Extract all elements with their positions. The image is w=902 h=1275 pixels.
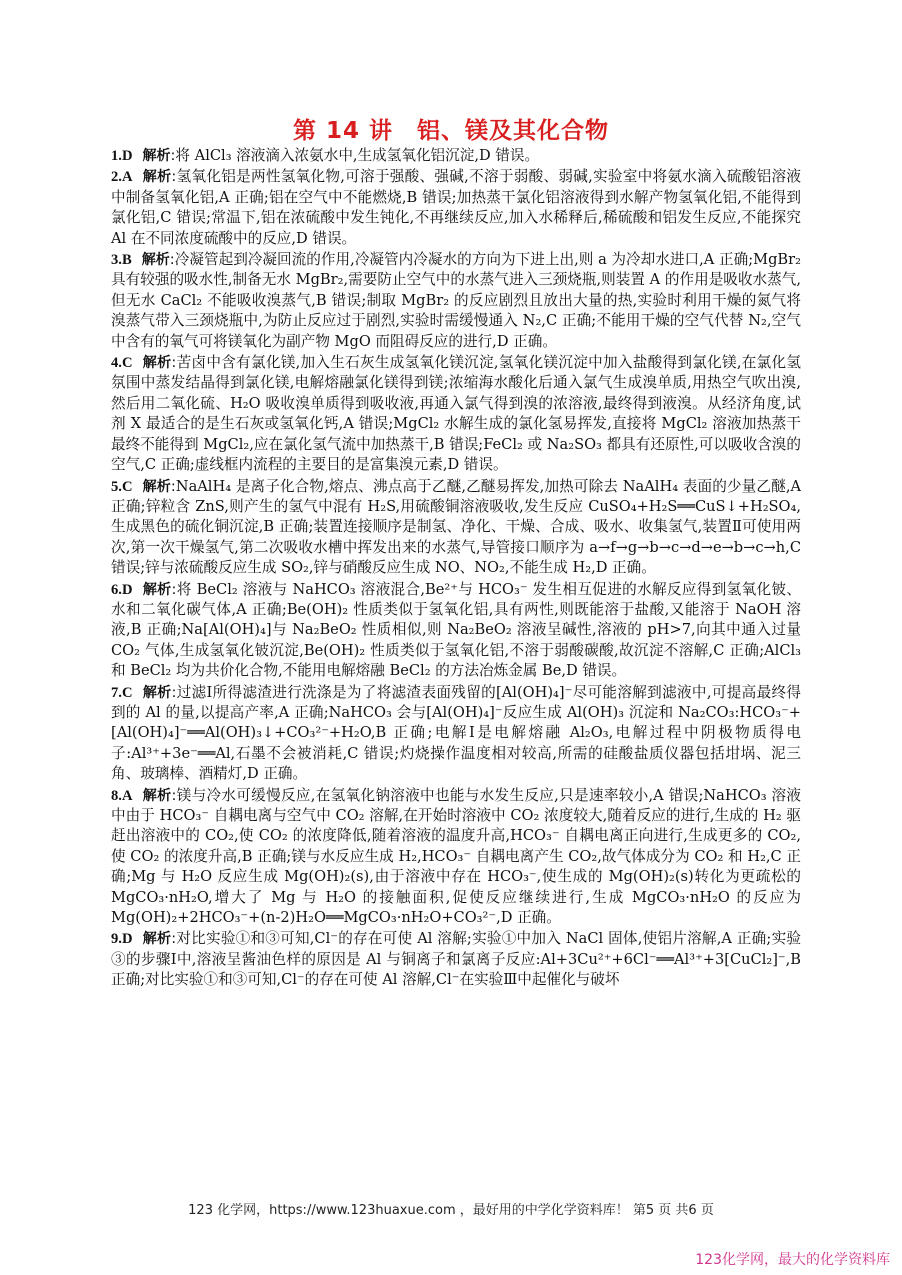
analysis-label: 解析 (142, 581, 172, 598)
answer-item: 4.C 解析:苦卤中含有氯化镁,加入生石灰生成氢氧化镁沉淀,氢氧化镁沉淀中加入盐酸得到氯化镁,在氯化氢氛围中蒸发结晶得到氯化镁,电解熔融氯化镁得到镁;浓缩海水酸化后通入氯气生成溴单质,用热空气吹出溴,然后用二氧化硫、H₂O 吸收溴单质得到吸收液,再通入氯气得到溴的浓溶液,最终得到液溴。从经济角度,试剂 X 最适合的是生石灰或氢氧化钙,A 错误;MgCl₂ 水解生成的氯化氢易挥发,直接将 MgCl₂ 溶液加热蒸干最终不能得到 MgCl₂,应在氯化氢气流中加热蒸干,B 错误;FeCl₂ 或 Na₂SO₃ 都具有还原性,可以吸收含溴的空气,C 正确;虚线框内流程的主要目的是富集溴元素,D 错误。 (111, 354, 801, 474)
analysis-label: 解析 (142, 931, 172, 948)
analysis-label: 解析 (142, 684, 172, 701)
answer-item: 8.A 解析:镁与冷水可缓慢反应,在氢氧化钠溶液中也能与水发生反应,只是速率较小,A 错误;NaHCO₃ 溶液中由于 HCO₃⁻ 自耦电离与空气中 CO₂ 溶解,在开始时溶液中 CO₂ 浓度较大,随着反应的进行,生成的 H₂ 驱赶出溶液中的 CO₂,使 CO₂ 的浓度降低,随着溶液的温度升高,HCO₃⁻ 自耦电离正向进行,生成更多的 CO₂,使 CO₂ 的浓度升高,B 正确;镁与水反应生成 H₂,HCO₃⁻ 自耦电离产生 CO₂,故气体成分为 CO₂ 和 H₂,C 正确;Mg 与 H₂O 反应生成 Mg(OH)₂(s),由于溶液中存在 HCO₃⁻,使生成的 Mg(OH)₂(s)转化为更疏松的 MgCO₃·nH₂O,增大了 Mg 与 H₂O 的接触面积,促使反应继续进行,生成 MgCO₃·nH₂O 的反应为 Mg(OH)₂+2HCO₃⁻+(n-2)H₂O══MgCO₃·nH₂O+CO₃²⁻,D 正确。 (111, 786, 801, 927)
analysis-label: 解析 (142, 169, 172, 186)
answer-list (111, 146, 801, 1158)
answer-text: NaAlH₄ 是离子化合物,熔点、沸点高于乙醚,乙醚易挥发,加热可除去 NaAlH₄ 表面的少量乙醚,A 正确;锌粒含 ZnS,则产生的氢气中混有 H₂S,用硫酸铜溶液吸收,发生反应 CuSO₄+H₂S══CuS↓+H₂SO₄,生成黑色的硫化铜沉淀,B 正确;装置连接顺序是制氢、净化、干燥、合成、吸水、收集氢气,装置Ⅱ可使用两次,第一次干燥氢气,第二次吸收水槽中挥发出来的水蒸气,导管接口顺序为 a→f→g→b→c→d→e→b→c→h,C 错误;锌与浓硫酸反应生成 SO₂,锌与硝酸反应生成 NO、NO₂,不能生成 H₂,D 正确。 (111, 477, 801, 577)
answer-text: 过滤Ⅰ所得滤渣进行洗涤是为了将滤渣表面残留的[Al(OH)₄]⁻尽可能溶解到滤液中,可提高最终得到的 Al 的量,以提高产率,A 正确;NaHCO₃ 会与[Al(OH)₄]⁻反应生成 Al(OH)₃ 沉淀和 Na₂CO₃:HCO₃⁻+[Al(OH)₄]⁻══Al(OH)₃↓+CO₃²⁻+H₂O,B 正确;电解Ⅰ是电解熔融 Al₂O₃,电解过程中阴极物质得电子:Al³⁺+3e⁻══Al,石墨不会被消耗,C 错误;灼烧操作温度相对较高,所需的硅酸盐质仪器包括坩埚、泥三角、玻璃棒、酒精灯,D 正确。 (111, 683, 801, 783)
answer-text: 氢氧化铝是两性氢氧化物,可溶于强酸、强碱,不溶于弱酸、弱碱,实验室中将氨水滴入硫酸铝溶液中制备氢氧化铝,A 正确;铝在空气中不能燃烧,B 错误;加热蒸干氯化铝溶液得到水解产物氢氧化铝,不能得到氯化铝,C 错误;常温下,铝在浓硫酸中发生钝化,不再继续反应,加入水稀释后,稀硫酸和铝发生反应,不能探究 Al 在不同浓度硫酸中的反应,D 错误。 (111, 168, 801, 247)
answer-text: 镁与冷水可缓慢反应,在氢氧化钠溶液中也能与水发生反应,只是速率较小,A 错误;NaHCO₃ 溶液中由于 HCO₃⁻ 自耦电离与空气中 CO₂ 溶解,在开始时溶液中 CO₂ 浓度较大,随着反应的进行,生成的 H₂ 驱赶出溶液中的 CO₂,使 CO₂ 的浓度降低,随着溶液的温度升高,HCO₃⁻ 自耦电离正向进行,生成更多的 CO₂,使 CO₂ 的浓度升高,B 正确;镁与水反应生成 H₂,HCO₃⁻ 自耦电离产生 CO₂,故气体成分为 CO₂ 和 H₂,C 正确;Mg 与 H₂O 反应生成 Mg(OH)₂(s),由于溶液中存在 HCO₃⁻,使生成的 Mg(OH)₂(s)转化为更疏松的 MgCO₃·nH₂O,增大了 Mg 与 H₂O 的接触面积,促使反应继续进行,生成 MgCO₃·nH₂O 的反应为 Mg(OH)₂+2HCO₃⁻+(n-2)H₂O══MgCO₃·nH₂O+CO₃²⁻,D 正确。 (111, 786, 801, 927)
answer-item: 1.D 解析:将 AlCl₃ 溶液滴入浓氨水中,生成氢氧化铝沉淀,D 错误。 (111, 147, 540, 164)
analysis-label: 解析 (141, 252, 170, 269)
answer-number: 4.C (111, 355, 133, 372)
answer-text: 对比实验①和③可知,Cl⁻的存在可使 Al 溶解;实验①中加入 NaCl 固体,使铝片溶解,A 正确;实验③的步骤Ⅰ中,溶液呈酱油色样的原因是 Al 与铜离子和氯离子反应:Al+3Cu²⁺+6Cl⁻══Al³⁺+3[CuCl₂]⁻,B 正确;对比实验①和③可知,Cl⁻的存在可使 Al 溶解,Cl⁻在实验Ⅲ中起催化与破坏 (111, 930, 801, 989)
page-title: 第 14 讲 铝、镁及其化合物 (292, 118, 610, 144)
answer-number: 7.C (111, 684, 133, 701)
analysis-label: 解析 (142, 478, 171, 495)
answer-number: 6.D (111, 581, 133, 598)
answer-item: 5.C 解析:NaAlH₄ 是离子化合物,熔点、沸点高于乙醚,乙醚易挥发,加热可除去 NaAlH₄ 表面的少量乙醚,A 正确;锌粒含 ZnS,则产生的氢气中混有 H₂S,用硫酸铜溶液吸收,发生反应 CuSO₄+H₂S══CuS↓+H₂SO₄,生成黑色的硫化铜沉淀,B 正确;装置连接顺序是制氢、净化、干燥、合成、吸水、收集氢气,装置Ⅱ可使用两次,第一次干燥氢气,第二次吸收水槽中挥发出来的水蒸气,导管接口顺序为 a→f→g→b→c→d→e→b→c→h,C 错误;锌与浓硫酸反应生成 SO₂,锌与硝酸反应生成 NO、NO₂,不能生成 H₂,D 正确。 (111, 477, 801, 577)
answer-text: 将 AlCl₃ 溶液滴入浓氨水中,生成氢氧化铝沉淀,D 错误。 (175, 147, 540, 164)
answer-text: 冷凝管起到冷凝回流的作用,冷凝管内冷凝水的方向为下进上出,则 a 为冷却水进口,A 正确;MgBr₂ 具有较强的吸水性,制备无水 MgBr₂,需要防止空气中的水蒸气进入三颈烧瓶,则装置 A 的作用是吸收水蒸气,但无水 CaCl₂ 不能吸收溴蒸气,B 错误;制取 MgBr₂ 的反应剧烈且放出大量的热,实验时利用干燥的氮气将溴蒸气带入三颈烧瓶中,为防止反应过于剧烈,实验时需缓慢通入 N₂,C 正确;不能用干燥的空气代替 N₂,空气中含有的氧气可将镁氧化为副产物 MgO 而阻碍反应的进行,D 正确。 (111, 251, 801, 350)
answer-item: 3.B 解析:冷凝管起到冷凝回流的作用,冷凝管内冷凝水的方向为下进上出,则 a 为冷却水进口,A 正确;MgBr₂ 具有较强的吸水性,制备无水 MgBr₂,需要防止空气中的水蒸气进入三颈烧瓶,则装置 A 的作用是吸收水蒸气,但无水 CaCl₂ 不能吸收溴蒸气,B 错误;制取 MgBr₂ 的反应剧烈且放出大量的热,实验时利用干燥的氮气将溴蒸气带入三颈烧瓶中,为防止反应过于剧烈,实验时需缓慢通入 N₂,C 正确;不能用干燥的空气代替 N₂,空气中含有的氧气可将镁氧化为副产物 MgO 而阻碍反应的进行,D 正确。 (111, 251, 801, 350)
answer-number: 3.B (111, 252, 132, 269)
analysis-label: 解析 (142, 148, 171, 164)
watermark: 123化学网，最大的化学资料库 (695, 1252, 890, 1268)
answer-number: 8.A (111, 787, 133, 804)
page-footer: 123 化学网，https://www.123huaxue.com ，最好用的中学化学资料库！ 第5 页 共6 页 (188, 1203, 714, 1218)
answer-text: 苦卤中含有氯化镁,加入生石灰生成氢氧化镁沉淀,氢氧化镁沉淀中加入盐酸得到氯化镁,在氯化氢氛围中蒸发结晶得到氯化镁,电解熔融氯化镁得到镁;浓缩海水酸化后通入氯气生成溴单质,用热空气吹出溴,然后用二氧化硫、H₂O 吸收溴单质得到吸收液,再通入氯气得到溴的浓溶液,最终得到液溴。从经济角度,试剂 X 最适合的是生石灰或氢氧化钙,A 错误;MgCl₂ 水解生成的氯化氢易挥发,直接将 MgCl₂ 溶液加热蒸干最终不能得到 MgCl₂,应在氯化氢气流中加热蒸干,B 错误;FeCl₂ 或 Na₂SO₃ 都具有还原性,可以吸收含溴的空气,C 正确;虚线框内流程的主要目的是富集溴元素,D 错误。 (111, 354, 801, 474)
answer-item: 7.C 解析:过滤Ⅰ所得滤渣进行洗涤是为了将滤渣表面残留的[Al(OH)₄]⁻尽可能溶解到滤液中,可提高最终得到的 Al 的量,以提高产率,A 正确;NaHCO₃ 会与[Al(OH)₄]⁻反应生成 Al(OH)₃ 沉淀和 Na₂CO₃:HCO₃⁻+[Al(OH)₄]⁻══Al(OH)₃↓+CO₃²⁻+H₂O,B 正确;电解Ⅰ是电解熔融 Al₂O₃,电解过程中阴极物质得电子:Al³⁺+3e⁻══Al,石墨不会被消耗,C 错误;灼烧操作温度相对较高,所需的硅酸盐质仪器包括坩埚、泥三角、玻璃棒、酒精灯,D 正确。 (111, 683, 801, 783)
answer-number: 9.D (111, 931, 133, 948)
answer-item: 6.D 解析:将 BeCl₂ 溶液与 NaHCO₃ 溶液混合,Be²⁺与 HCO₃⁻ 发生相互促进的水解反应得到氢氧化铍、水和二氧化碳气体,A 正确;Be(OH)₂ 性质类似于氢氧化铝,具有两性,则既能溶于盐酸,又能溶于 NaOH 溶液,B 正确;Na[Al(OH)₄]与 Na₂BeO₂ 性质相似,则 Na₂BeO₂ 溶液呈碱性,溶液的 pH>7,向其中通入过量 CO₂ 气体,生成氢氧化铍沉淀,Be(OH)₂ 性质类似于氢氧化铝,不溶于弱酸碳酸,故沉淀不溶解,C 正确;AlCl₃ 和 BeCl₂ 均为共价化合物,不能用电解熔融 BeCl₂ 的方法冶炼金属 Be,D 错误。 (111, 580, 801, 680)
answer-number: 1.D (111, 148, 133, 164)
answer-item: 2.A 解析:氢氧化铝是两性氢氧化物,可溶于强酸、强碱,不溶于弱酸、弱碱,实验室中将氨水滴入硫酸铝溶液中制备氢氧化铝,A 正确;铝在空气中不能燃烧,B 错误;加热蒸干氯化铝溶液得到水解产物氢氧化铝,不能得到氯化铝,C 错误;常温下,铝在浓硫酸中发生钝化,不再继续反应,加入水稀释后,稀硫酸和铝发生反应,不能探究 Al 在不同浓度硫酸中的反应,D 错误。 (111, 168, 801, 247)
answer-number: 2.A (111, 169, 133, 186)
answer-number: 5.C (111, 478, 133, 495)
analysis-label: 解析 (142, 787, 172, 804)
analysis-label: 解析 (142, 355, 172, 372)
answer-item: 9.D 解析:对比实验①和③可知,Cl⁻的存在可使 Al 溶解;实验①中加入 NaCl 固体,使铝片溶解,A 正确;实验③的步骤Ⅰ中,溶液呈酱油色样的原因是 Al 与铜离子和氯离子反应:Al+3Cu²⁺+6Cl⁻══Al³⁺+3[CuCl₂]⁻,B 正确;对比实验①和③可知,Cl⁻的存在可使 Al 溶解,Cl⁻在实验Ⅲ中起催化与破坏 (111, 930, 801, 989)
answer-text: 将 BeCl₂ 溶液与 NaHCO₃ 溶液混合,Be²⁺与 HCO₃⁻ 发生相互促进的水解反应得到氢氧化铍、水和二氧化碳气体,A 正确;Be(OH)₂ 性质类似于氢氧化铝,具有两性,则既能溶于盐酸,又能溶于 NaOH 溶液,B 正确;Na[Al(OH)₄]与 Na₂BeO₂ 性质相似,则 Na₂BeO₂ 溶液呈碱性,溶液的 pH>7,向其中通入过量 CO₂ 气体,生成氢氧化铍沉淀,Be(OH)₂ 性质类似于氢氧化铝,不溶于弱酸碳酸,故沉淀不溶解,C 正确;AlCl₃ 和 BeCl₂ 均为共价化合物,不能用电解熔融 BeCl₂ 的方法冶炼金属 Be,D 错误。 (111, 580, 801, 680)
